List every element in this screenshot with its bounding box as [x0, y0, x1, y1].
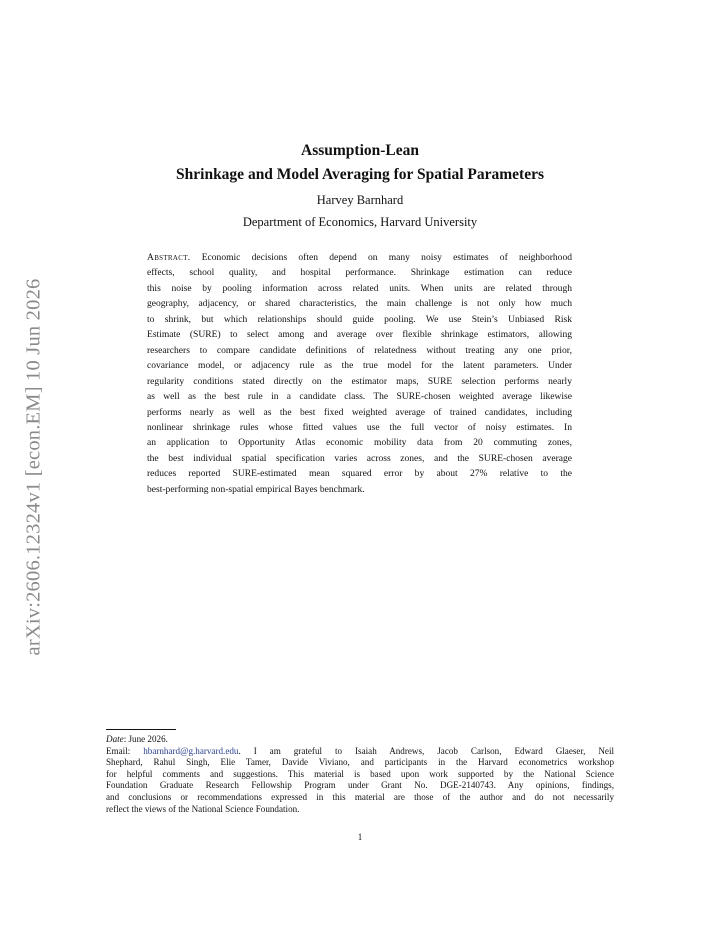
abstract-line: effects, school quality, and hospital performance. Shrinkage estimation can reduce: [147, 267, 572, 279]
sure-acronym: SURE: [427, 375, 453, 387]
abstract-line: the best individual spatial specification varies across zones, and the SURE-chosen average: [147, 452, 572, 464]
author-email-link[interactable]: hbarnhard@g.harvard.edu: [143, 745, 239, 756]
sure-acronym: SURE: [478, 452, 504, 464]
abstract-line: geography, adjacency, or shared characteristics, the main challenge is not only how much: [147, 298, 572, 310]
abstract-line: this noise by pooling information across related units. When units are related through: [147, 282, 572, 294]
footnote-email-line: Email: hbarnhard@g.harvard.edu. I am grateful to Isaiah Andrews, Jacob Carlson, Edward Glaeser, Neil: [106, 745, 614, 756]
abstract-line: an application to Opportunity Atlas economic mobility data from 20 commuting zones,: [147, 437, 572, 449]
abstract: [147, 250, 572, 497]
abstract-line: to shrink, but which relationships should guide pooling. We use Stein’s Unbiased Risk: [147, 313, 572, 325]
abstract-line: regularity conditions stated directly on the estimator maps, SURE selection performs nearly: [147, 375, 572, 387]
abstract-line: Estimate (SURE) to select among and average over flexible shrinkage estimators, allowing: [147, 329, 572, 341]
abstract-heading: Abstract.: [147, 252, 191, 263]
sure-acronym: SURE: [396, 391, 421, 403]
footnote-rule: [106, 729, 176, 730]
footnote-line: and conclusions or recommendations expressed in this material are those of the author and do not necessarily: [106, 791, 614, 802]
footnote-date-line: Date: June 2026.: [106, 734, 168, 744]
abstract-line: covariance model, or adjacency rule as the true model for the latent parameters. Under: [147, 360, 572, 372]
abstract-line: researchers to compare candidate definitions of relatedness without treating any one prior,: [147, 344, 572, 356]
footnote-line: Foundation Graduate Research Fellowship Program under Grant No. DGE-2140743. Any opinions, findings,: [106, 780, 614, 791]
paper-title-line-1: Assumption-Lean: [301, 142, 419, 159]
footnote: [106, 734, 614, 815]
abstract-line: reduces reported SURE-estimated mean squared error by about 27% relative to the: [147, 468, 573, 480]
date-label: Date: [106, 734, 124, 744]
author-name: Harvey Barnhard: [316, 193, 404, 207]
abstract-line: best-performing non-spatial empirical Bayes benchmark.: [147, 483, 365, 495]
footnote-line: for helpful comments and suggestions. This material is based upon work supported by the National Science: [106, 768, 614, 779]
arxiv-identifier-stamp: arXiv:2606.12324v1 [econ.EM] 10 Jun 2026: [22, 278, 45, 656]
abstract-line: as well as the best rule in a candidate class. The SURE-chosen weighted average likewise: [147, 391, 572, 403]
footnote-line: reflect the views of the National Science Foundation.: [106, 803, 300, 814]
paper-title-line-2: Shrinkage and Model Averaging for Spatial Parameters: [176, 166, 544, 183]
sure-acronym: SURE: [193, 329, 218, 341]
page-number: 1: [357, 832, 363, 842]
abstract-line: Abstract. Economic decisions often depend on many noisy estimates of neighborhood: [147, 252, 572, 263]
footnote-line: Shephard, Rahul Singh, Elie Tamer, Davide Viviano, and participants in the Harvard econometrics workshop: [106, 757, 614, 768]
sure-acronym: SURE: [232, 468, 257, 480]
author-affiliation: Department of Economics, Harvard University: [242, 215, 478, 229]
abstract-line: nonlinear shrinkage rules whose fitted values use the full vector of noisy estimates. In: [147, 421, 572, 433]
abstract-line: performs nearly as well as the best fixed weighted average of trained candidates, including: [147, 406, 572, 418]
